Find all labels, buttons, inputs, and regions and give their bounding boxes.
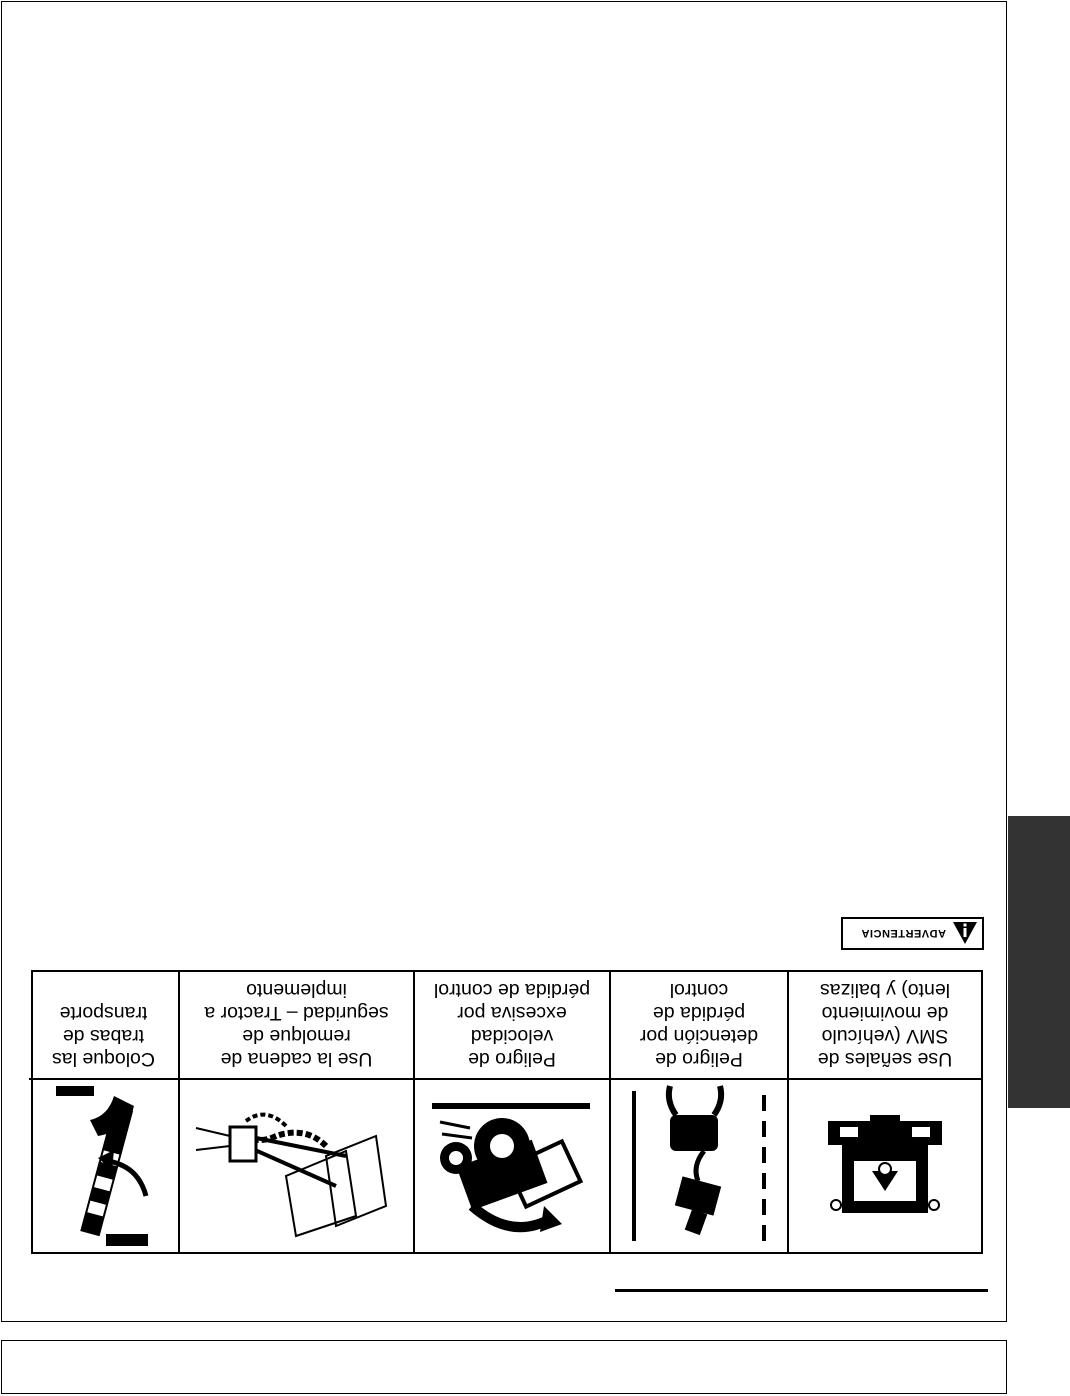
caption-line: transporte [59, 1002, 148, 1024]
section-tab [1008, 816, 1070, 1108]
caption-line: trabas de [62, 1025, 145, 1047]
caption-line: Use señales de [817, 1048, 953, 1070]
caption-line: Peligro de [468, 1048, 556, 1070]
caption-line: implemento [246, 979, 347, 1001]
caption-line: seguridad – Tractor a [204, 1002, 389, 1024]
caption-line: pérdida de control [433, 979, 591, 1001]
warning-table [31, 970, 983, 1254]
caption-line: Peligro de [655, 1048, 743, 1070]
divider-rule [615, 1289, 988, 1292]
caption-speed-hazard [413, 972, 609, 1078]
caption-line: lento) y balizas [819, 979, 951, 1001]
caption-line: excesiva por [457, 1002, 567, 1024]
caption-smv [787, 972, 981, 1078]
transport-lock-icon [29, 1078, 178, 1252]
caption-line: pérdida de [652, 1002, 746, 1024]
safety-chain-icon [178, 1078, 413, 1252]
signal-word: ADVERTENCIA [861, 927, 946, 940]
smv-sign-icon [787, 1078, 981, 1252]
warning-triangle-icon [952, 922, 978, 946]
caption-line: Use la cadena de [220, 1048, 373, 1070]
safety-decal [31, 912, 988, 1292]
caption-line: control [669, 979, 729, 1001]
caption-transport-lock [29, 972, 178, 1078]
caption-safety-chain [178, 972, 413, 1078]
caption-line: SMV (vehículo [821, 1025, 949, 1047]
signal-word-panel [841, 917, 984, 950]
speed-wheel-icon [413, 1078, 609, 1252]
caption-stop-hazard [609, 972, 787, 1078]
caption-line: Coloque las [52, 1048, 155, 1070]
caption-line: velocidad [470, 1025, 554, 1047]
caption-line: remolque de [242, 1025, 351, 1047]
road-swerve-icon [609, 1078, 787, 1252]
footer-box [1, 1340, 1007, 1394]
caption-line: detención por [639, 1025, 759, 1047]
caption-line: de movimiento [821, 1002, 949, 1024]
